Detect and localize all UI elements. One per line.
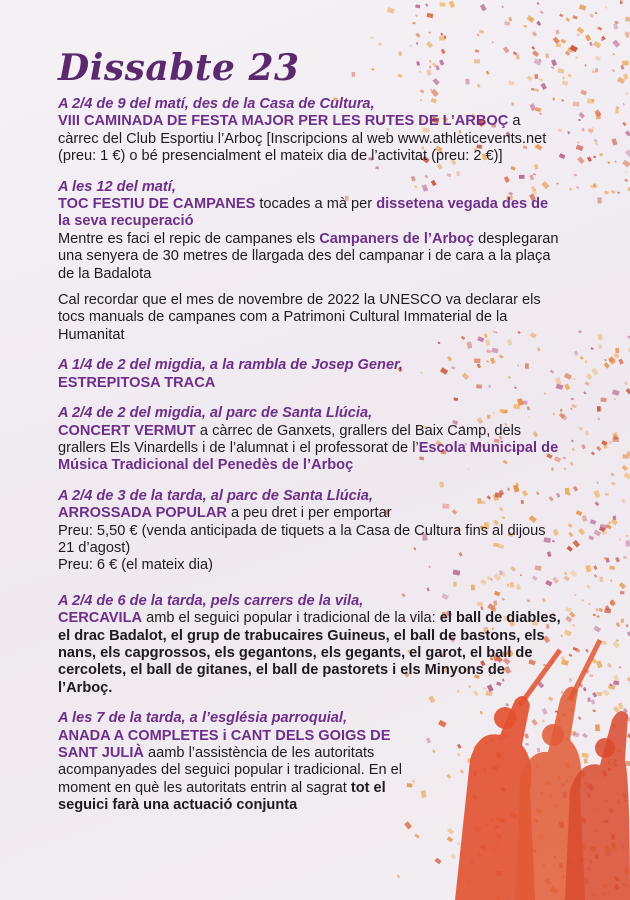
confetti-piece bbox=[567, 546, 573, 552]
confetti-piece bbox=[618, 359, 623, 365]
confetti-piece bbox=[581, 444, 586, 449]
confetti-piece bbox=[594, 530, 602, 537]
confetti-piece bbox=[610, 579, 613, 582]
confetti-piece bbox=[611, 138, 617, 145]
confetti-piece bbox=[626, 624, 629, 627]
confetti-piece bbox=[622, 465, 628, 471]
confetti-piece bbox=[574, 351, 579, 357]
event-description: a peu dret i per emportar bbox=[226, 505, 392, 522]
confetti-piece bbox=[612, 641, 619, 649]
confetti-piece bbox=[504, 21, 510, 26]
confetti-piece bbox=[611, 473, 614, 475]
event-price-note: (venda anticipada de tiquets a la Casa de Cultura fins al dijous 21 d’agost) bbox=[58, 522, 546, 556]
confetti-piece bbox=[587, 157, 592, 162]
confetti-piece bbox=[597, 406, 601, 411]
confetti-piece bbox=[457, 842, 460, 845]
confetti-piece bbox=[599, 345, 602, 349]
confetti-piece bbox=[596, 660, 603, 668]
confetti-piece bbox=[599, 577, 603, 582]
confetti-piece bbox=[607, 663, 612, 668]
confetti-piece bbox=[492, 41, 494, 43]
confetti-piece bbox=[617, 192, 620, 194]
confetti-piece bbox=[585, 649, 589, 653]
event-caminada bbox=[58, 96, 563, 166]
confetti-piece bbox=[614, 354, 620, 359]
confetti-piece bbox=[576, 510, 583, 516]
event-price: Preu: 6 € bbox=[58, 557, 122, 574]
confetti-piece bbox=[615, 109, 619, 114]
confetti-piece bbox=[578, 331, 581, 333]
confetti-piece bbox=[578, 716, 582, 720]
confetti-piece bbox=[585, 565, 591, 572]
confetti-piece bbox=[597, 481, 599, 484]
confetti-piece bbox=[585, 431, 588, 435]
confetti-piece bbox=[573, 102, 580, 107]
confetti-piece bbox=[447, 828, 454, 835]
confetti-piece bbox=[598, 26, 603, 30]
confetti-piece bbox=[568, 74, 572, 77]
event-description: a càrrec de Ganxets, grallers del Baix Camp, dels grallers Els Vinardells i de l’alumnat i el professorat de l’ bbox=[58, 422, 522, 456]
confetti-piece bbox=[574, 174, 577, 176]
confetti-piece bbox=[370, 37, 374, 40]
confetti-piece bbox=[612, 40, 620, 48]
confetti-piece bbox=[479, 30, 484, 34]
confetti-piece bbox=[623, 103, 625, 106]
confetti-piece bbox=[615, 557, 620, 563]
confetti-piece bbox=[612, 389, 620, 395]
confetti-piece bbox=[532, 31, 537, 36]
confetti-piece bbox=[565, 488, 570, 495]
confetti-piece bbox=[576, 145, 584, 152]
confetti-piece bbox=[602, 689, 609, 696]
confetti-piece bbox=[575, 56, 578, 59]
confetti-piece bbox=[564, 384, 570, 391]
confetti-piece bbox=[580, 90, 587, 96]
confetti-piece bbox=[597, 417, 600, 420]
confetti-piece bbox=[591, 127, 594, 130]
confetti-piece bbox=[568, 532, 573, 537]
confetti-piece bbox=[414, 834, 419, 839]
confetti-piece bbox=[600, 397, 606, 402]
confetti-piece bbox=[617, 77, 625, 84]
confetti-piece bbox=[571, 398, 574, 400]
confetti-piece bbox=[595, 56, 601, 61]
confetti-piece bbox=[570, 462, 574, 466]
confetti-piece bbox=[596, 616, 599, 618]
confetti-piece bbox=[624, 179, 628, 182]
confetti-piece bbox=[613, 681, 619, 686]
confetti-piece bbox=[600, 524, 607, 529]
event-highlight: dissetena vegada des de la seva recuperació bbox=[58, 196, 549, 230]
page-title: Dissabte 23 bbox=[58, 47, 300, 89]
confetti-piece bbox=[621, 619, 624, 623]
confetti-piece bbox=[591, 452, 595, 456]
confetti-piece bbox=[577, 27, 585, 34]
confetti-piece bbox=[624, 381, 628, 385]
confetti-piece bbox=[583, 391, 586, 394]
confetti-piece bbox=[612, 69, 616, 73]
confetti-piece bbox=[596, 692, 602, 697]
confetti-piece bbox=[609, 566, 615, 570]
event-time-place: A 1/4 de 2 del migdia, a la rambla de Josep Gener, bbox=[58, 357, 403, 374]
event-description: amb el seguici popular i tradicional de la vila: bbox=[142, 610, 440, 627]
confetti-piece bbox=[412, 22, 415, 25]
confetti-piece bbox=[570, 570, 578, 578]
confetti-piece bbox=[608, 686, 612, 689]
confetti-piece bbox=[598, 608, 603, 612]
confetti-piece bbox=[593, 156, 596, 159]
confetti-piece bbox=[611, 190, 616, 195]
confetti-piece bbox=[569, 612, 575, 618]
confetti-piece bbox=[440, 3, 446, 7]
confetti-piece bbox=[587, 98, 594, 103]
confetti-piece bbox=[605, 6, 607, 9]
confetti-piece bbox=[578, 119, 580, 121]
event-traca bbox=[58, 357, 563, 392]
confetti-piece bbox=[571, 404, 576, 408]
program-content bbox=[58, 46, 563, 828]
confetti-piece bbox=[596, 446, 601, 452]
confetti-piece bbox=[588, 603, 590, 605]
confetti-piece bbox=[582, 733, 588, 739]
event-concert-vermut bbox=[58, 405, 563, 475]
event-time-place: A 2/4 de 3 de la tarda, al parc de Santa Llúcia, bbox=[58, 487, 373, 504]
event-time-place: A 2/4 de 2 del migdia, al parc de Santa Llúcia, bbox=[58, 405, 373, 422]
confetti-piece bbox=[588, 535, 594, 540]
confetti-piece bbox=[594, 490, 601, 498]
confetti-piece bbox=[597, 334, 602, 341]
confetti-piece bbox=[584, 758, 588, 763]
confetti-piece bbox=[591, 699, 595, 704]
confetti-piece bbox=[564, 467, 567, 470]
event-time-place: A 2/4 de 6 de la tarda, pels carrers de la vila, bbox=[58, 592, 364, 609]
confetti-piece bbox=[623, 73, 628, 79]
confetti-piece bbox=[610, 599, 616, 606]
confetti-piece bbox=[604, 362, 610, 368]
event-arrossada bbox=[58, 488, 563, 575]
confetti-piece bbox=[580, 356, 584, 360]
confetti-piece bbox=[586, 585, 590, 589]
event-name: ARROSSADA POPULAR bbox=[58, 505, 227, 522]
confetti-piece bbox=[616, 622, 621, 627]
confetti-piece bbox=[569, 654, 573, 657]
confetti-piece bbox=[589, 42, 593, 46]
confetti-piece bbox=[567, 131, 570, 134]
event-price-note: (el mateix dia) bbox=[121, 557, 213, 574]
confetti-piece bbox=[553, 37, 560, 44]
confetti-piece bbox=[540, 10, 544, 14]
confetti-piece bbox=[568, 523, 573, 527]
confetti-piece bbox=[594, 109, 601, 117]
confetti-piece bbox=[480, 4, 487, 12]
confetti-piece bbox=[526, 15, 534, 23]
event-highlight: el ball de diables, el drac Badalot, el grup de trabucaires Guineus, el ball de bastons, els nans, els capgrossos, els gegantons, els gegants, el garot, el ball de cercolets, el ball de gitanes, el ball de pastorets i els Minyons de l’Arboç. bbox=[58, 610, 561, 696]
confetti-piece bbox=[447, 836, 453, 842]
confetti-piece bbox=[571, 440, 574, 443]
confetti-piece bbox=[619, 582, 626, 589]
confetti-piece bbox=[623, 556, 627, 559]
confetti-piece bbox=[440, 33, 443, 36]
event-name: CONCERT VERMUT bbox=[58, 422, 196, 439]
confetti-piece bbox=[572, 448, 575, 451]
confetti-piece bbox=[604, 191, 609, 195]
confetti-piece bbox=[613, 516, 617, 521]
confetti-piece bbox=[622, 160, 630, 168]
confetti-piece bbox=[608, 521, 611, 524]
confetti-piece bbox=[585, 360, 587, 363]
confetti-piece bbox=[626, 92, 628, 95]
confetti-piece bbox=[449, 1, 455, 8]
confetti-piece bbox=[573, 486, 579, 492]
confetti-piece bbox=[582, 515, 588, 522]
confetti-piece bbox=[593, 565, 597, 570]
confetti-piece bbox=[620, 0, 623, 4]
event-name: VIII CAMINADA DE FESTA MAJOR PER LES RUTES DE L’ARBOÇ bbox=[58, 113, 509, 130]
confetti-piece bbox=[569, 188, 572, 191]
confetti-piece bbox=[569, 678, 572, 682]
confetti-piece bbox=[583, 687, 586, 691]
confetti-piece bbox=[428, 32, 431, 34]
confetti-piece bbox=[604, 359, 606, 362]
confetti-piece bbox=[611, 482, 615, 486]
confetti-piece bbox=[582, 128, 585, 132]
confetti-piece bbox=[597, 197, 601, 203]
confetti-piece bbox=[450, 853, 456, 859]
confetti-piece bbox=[622, 61, 628, 66]
confetti-piece bbox=[608, 440, 612, 444]
event-highlight: Escola Municipal de Música Tradicional del Penedès de l’Arboç bbox=[58, 439, 559, 474]
confetti-piece bbox=[425, 3, 428, 6]
event-cercavila bbox=[58, 593, 563, 697]
confetti-piece bbox=[574, 378, 576, 380]
confetti-piece bbox=[595, 12, 597, 14]
event-time-place: A 2/4 de 9 del matí, des de la Casa de Cultura, bbox=[58, 96, 375, 112]
confetti-piece bbox=[563, 576, 569, 582]
confetti-piece bbox=[594, 501, 599, 506]
event-time-place: A les 7 de la tarda, a l’església parroquial, bbox=[58, 710, 348, 727]
confetti-piece bbox=[619, 538, 621, 541]
confetti-piece bbox=[616, 640, 619, 642]
event-price: Preu: 5,50 € bbox=[58, 522, 142, 539]
confetti-piece bbox=[595, 608, 598, 612]
confetti-piece bbox=[581, 599, 584, 602]
event-description: tocades a mà per bbox=[255, 196, 377, 213]
event-name: ANADA A COMPLETES i CANT DELS GOIGS DE SANT JULIÀ bbox=[58, 727, 391, 761]
confetti-piece bbox=[586, 373, 592, 379]
event-description: a càrrec del Club Esportiu l’Arboç [Inscripcions al web www.athleticevents.net (preu: 1 €) o bé presencialment el mateix dia de l’activitat (preu: 2 €)] bbox=[58, 113, 547, 165]
confetti-piece bbox=[614, 160, 617, 163]
confetti-piece bbox=[444, 36, 446, 39]
confetti-piece bbox=[594, 574, 598, 578]
confetti-piece bbox=[556, 30, 560, 35]
confetti-piece bbox=[595, 724, 600, 731]
confetti-piece bbox=[616, 106, 620, 109]
confetti-piece bbox=[592, 70, 596, 73]
confetti-piece bbox=[588, 698, 591, 702]
confetti-piece bbox=[564, 373, 572, 380]
confetti-piece bbox=[615, 21, 619, 24]
confetti-piece bbox=[608, 356, 616, 364]
event-note: Cal recordar que el mes de novembre de 2022 la UNESCO va declarar els tocs manuals de campanes com a Patrimoni Cultural Immaterial de la Humanitat bbox=[58, 292, 541, 343]
confetti-piece bbox=[584, 64, 587, 67]
event-toc-campanes bbox=[58, 179, 563, 345]
confetti-piece bbox=[625, 761, 630, 767]
confetti-piece bbox=[577, 141, 580, 143]
confetti-piece bbox=[564, 572, 567, 575]
event-name: TOC FESTIU DE CAMPANES bbox=[58, 196, 256, 213]
confetti-piece bbox=[615, 348, 619, 354]
confetti-piece bbox=[570, 408, 572, 411]
confetti-piece bbox=[624, 472, 630, 479]
confetti-piece bbox=[585, 35, 591, 42]
confetti-piece bbox=[613, 53, 615, 56]
confetti-piece bbox=[559, 14, 563, 18]
event-time-place: A les 12 del matí, bbox=[58, 178, 176, 195]
confetti-piece bbox=[594, 139, 598, 143]
confetti-piece bbox=[415, 33, 420, 38]
confetti-piece bbox=[595, 142, 599, 146]
confetti-piece bbox=[565, 616, 572, 623]
confetti-piece bbox=[591, 347, 594, 350]
event-description: aamb l’assistència de les autoritats acompanyades del seguici popular i tradicional. En el moment en què les autoritats entrin al sagrat bbox=[58, 745, 402, 796]
confetti-piece bbox=[599, 154, 602, 156]
confetti-piece bbox=[578, 112, 585, 119]
confetti-piece bbox=[397, 874, 401, 878]
confetti-piece bbox=[572, 624, 576, 627]
confetti-piece bbox=[590, 674, 594, 677]
confetti-piece bbox=[565, 607, 571, 612]
confetti-piece bbox=[574, 594, 576, 596]
event-highlight: tot el seguici farà una actuació conjunta bbox=[58, 779, 386, 814]
confetti-piece bbox=[415, 14, 418, 18]
confetti-piece bbox=[565, 17, 570, 22]
confetti-piece bbox=[572, 15, 577, 19]
confetti-piece bbox=[434, 858, 441, 865]
confetti-piece bbox=[595, 68, 598, 72]
event-description: Mentre es faci el repic de campanes els bbox=[58, 230, 320, 247]
confetti-piece bbox=[607, 161, 610, 164]
confetti-piece bbox=[620, 65, 624, 70]
confetti-piece bbox=[537, 2, 540, 5]
confetti-piece bbox=[561, 39, 567, 44]
confetti-piece bbox=[593, 41, 601, 49]
confetti-piece bbox=[613, 23, 618, 29]
event-completes bbox=[58, 710, 418, 814]
confetti-piece bbox=[625, 171, 627, 173]
confetti-piece bbox=[621, 498, 626, 503]
confetti-piece bbox=[578, 426, 583, 431]
confetti-piece bbox=[590, 519, 596, 524]
confetti-piece bbox=[416, 42, 418, 45]
confetti-piece bbox=[593, 614, 596, 616]
confetti-piece bbox=[577, 156, 585, 164]
confetti-piece bbox=[622, 454, 629, 459]
confetti-piece bbox=[624, 31, 630, 36]
confetti-piece bbox=[622, 122, 626, 127]
confetti-piece bbox=[573, 540, 581, 548]
confetti-piece bbox=[579, 4, 586, 10]
confetti-piece bbox=[584, 381, 589, 386]
confetti-piece bbox=[577, 34, 580, 36]
confetti-piece bbox=[572, 732, 579, 738]
confetti-piece bbox=[593, 626, 601, 633]
confetti-piece bbox=[626, 535, 629, 537]
confetti-piece bbox=[387, 7, 395, 14]
confetti-piece bbox=[501, 6, 504, 9]
confetti-piece bbox=[523, 25, 527, 28]
event-name: CERCAVILA bbox=[58, 610, 143, 627]
confetti-piece bbox=[578, 528, 585, 535]
confetti-piece bbox=[625, 149, 630, 157]
confetti-piece bbox=[427, 13, 434, 19]
confetti-piece bbox=[476, 33, 479, 36]
confetti-piece bbox=[618, 703, 624, 710]
confetti-piece bbox=[591, 368, 599, 376]
confetti-piece bbox=[536, 21, 541, 26]
confetti-piece bbox=[620, 591, 625, 594]
confetti-piece bbox=[605, 493, 609, 496]
confetti-piece bbox=[593, 709, 596, 712]
event-description: desplegaran una senyera de 30 metres de llargada des del campanar i de cara a la plaça de la Badalota bbox=[58, 230, 559, 282]
confetti-piece bbox=[619, 666, 622, 669]
event-name: ESTREPITOSA TRACA bbox=[58, 374, 216, 391]
confetti-piece bbox=[415, 4, 420, 8]
confetti-piece bbox=[625, 540, 630, 546]
confetti-piece bbox=[626, 388, 630, 394]
confetti-piece bbox=[508, 17, 512, 22]
confetti-piece bbox=[625, 130, 630, 136]
confetti-piece bbox=[564, 630, 572, 637]
confetti-piece bbox=[614, 398, 617, 400]
confetti-piece bbox=[576, 186, 580, 189]
event-highlight: Campaners de l’Arboç bbox=[319, 230, 475, 247]
confetti-piece bbox=[625, 17, 630, 22]
confetti-piece bbox=[589, 13, 594, 18]
confetti-piece bbox=[582, 753, 589, 758]
